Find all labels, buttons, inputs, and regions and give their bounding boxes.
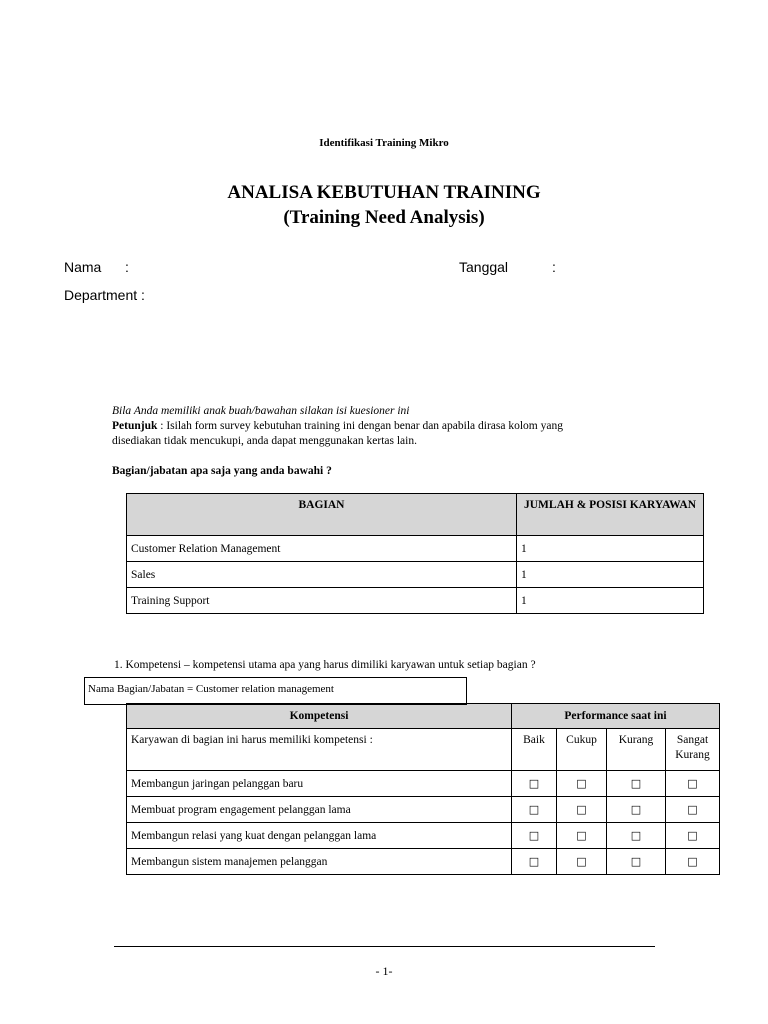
checkbox-baik[interactable]: □ (512, 771, 557, 797)
checkbox-sangat-kurang[interactable]: □ (666, 849, 720, 875)
bagian-question: Bagian/jabatan apa saja yang anda bawahi ? (112, 465, 332, 477)
table-row (127, 562, 704, 588)
form-subtitle: Identifikasi Training Mikro (319, 137, 449, 149)
table-row (127, 823, 720, 849)
department-label: Department : (64, 287, 145, 303)
tanggal-colon: : (552, 259, 556, 275)
checkbox-kurang[interactable]: □ (607, 771, 666, 797)
jumlah-cell[interactable]: 1 (517, 588, 704, 614)
petunjuk-label: Petunjuk (112, 420, 158, 432)
bagian-table (126, 493, 704, 614)
bagian-cell: Customer Relation Management (127, 536, 517, 562)
kompetensi-header: Kompetensi (127, 704, 512, 729)
checkbox-baik[interactable]: □ (512, 823, 557, 849)
kompetensi-table (126, 703, 720, 875)
checkbox-cukup[interactable]: □ (557, 823, 607, 849)
page-title: ANALISA KEBUTUHAN TRAINING (227, 182, 541, 203)
jumlah-header: JUMLAH & POSISI KARYAWAN (517, 494, 704, 536)
checkbox-baik[interactable]: □ (512, 797, 557, 823)
kompetensi-cell: Membangun sistem manajemen pelanggan (127, 849, 512, 875)
nama-label: Nama (64, 259, 102, 275)
checkbox-cukup[interactable]: □ (557, 771, 607, 797)
instruction-italic: Bila Anda memiliki anak buah/bawahan silakan isi kuesioner ini (112, 405, 410, 417)
nama-colon: : (125, 259, 129, 275)
kompetensi-cell: Membangun relasi yang kuat dengan pelanggan lama (127, 823, 512, 849)
level-kurang: Kurang (607, 729, 666, 771)
tanggal-label: Tanggal (459, 259, 509, 275)
level-baik: Baik (512, 729, 557, 771)
kompetensi-cell: Membangun jaringan pelanggan baru (127, 771, 512, 797)
bagian-cell: Training Support (127, 588, 517, 614)
kompetensi-sub-label: Karyawan di bagian ini harus memiliki kompetensi : (127, 729, 512, 771)
question-1: 1. Kompetensi – kompetensi utama apa yang harus dimiliki karyawan untuk setiap bagian ? (114, 659, 536, 671)
level-sangat-kurang: Sangat Kurang (666, 729, 720, 771)
bagian-header: BAGIAN (127, 494, 517, 536)
checkbox-kurang[interactable]: □ (607, 823, 666, 849)
checkbox-sangat-kurang[interactable]: □ (666, 823, 720, 849)
page-title-english: (Training Need Analysis) (283, 207, 485, 228)
checkbox-sangat-kurang[interactable]: □ (666, 771, 720, 797)
checkbox-sangat-kurang[interactable]: □ (666, 797, 720, 823)
footer-divider (114, 946, 655, 947)
page-number: - 1- (375, 964, 393, 978)
level-cukup: Cukup (557, 729, 607, 771)
performance-header: Performance saat ini (512, 704, 720, 729)
bagian-cell: Sales (127, 562, 517, 588)
petunjuk-text-2: disediakan tidak mencukupi, anda dapat menggunakan kertas lain. (112, 435, 417, 447)
table-row (127, 797, 720, 823)
checkbox-cukup[interactable]: □ (557, 849, 607, 875)
petunjuk-text: : Isilah form survey kebutuhan training ini dengan benar dan apabila dirasa kolom yang (157, 420, 563, 432)
checkbox-kurang[interactable]: □ (607, 797, 666, 823)
checkbox-cukup[interactable]: □ (557, 797, 607, 823)
table-row (127, 588, 704, 614)
kompetensi-cell: Membuat program engagement pelanggan lama (127, 797, 512, 823)
checkbox-baik[interactable]: □ (512, 849, 557, 875)
table-row (127, 849, 720, 875)
nama-bagian-box: Nama Bagian/Jabatan = Customer relation management (84, 677, 467, 705)
petunjuk-line (112, 419, 563, 434)
jumlah-cell[interactable]: 1 (517, 562, 704, 588)
jumlah-cell[interactable]: 1 (517, 536, 704, 562)
table-row (127, 771, 720, 797)
checkbox-kurang[interactable]: □ (607, 849, 666, 875)
table-row (127, 536, 704, 562)
